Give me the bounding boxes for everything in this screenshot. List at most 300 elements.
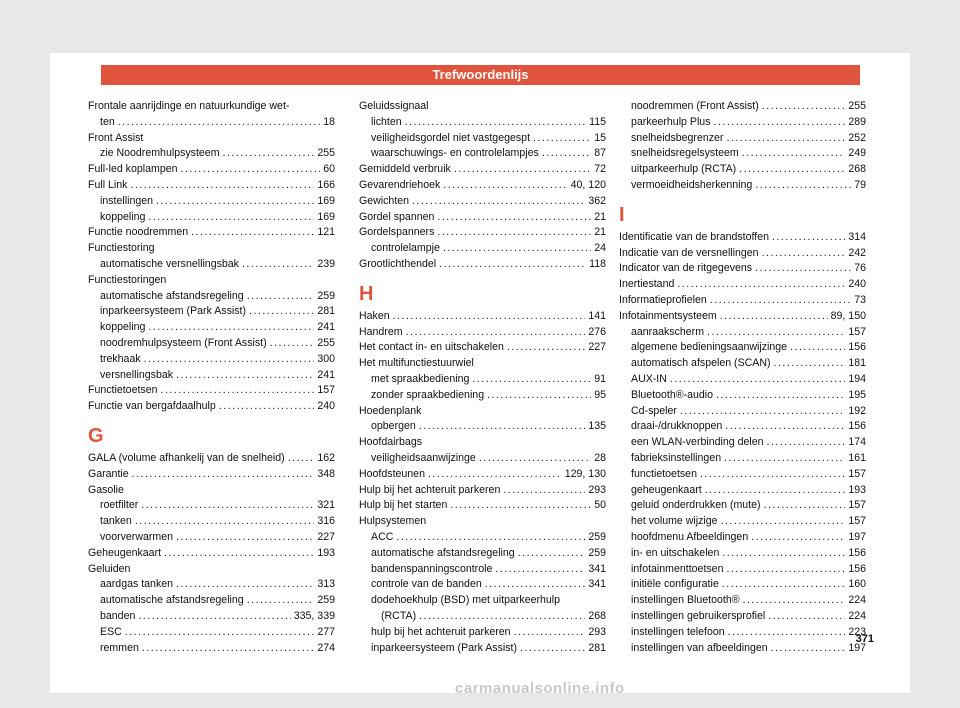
index-entry-page: 242 bbox=[848, 246, 866, 259]
index-entry-label: Het contact in- en uitschakelen bbox=[359, 341, 504, 354]
dot-leader bbox=[176, 368, 314, 384]
dot-leader bbox=[454, 162, 591, 178]
dot-leader bbox=[439, 257, 586, 273]
index-entry-label: ten bbox=[100, 115, 115, 128]
index-entry-page: 223 bbox=[848, 625, 866, 638]
index-heading: Functiestoringen bbox=[88, 273, 167, 286]
index-entry bbox=[619, 178, 866, 194]
index-entry bbox=[619, 131, 866, 147]
dot-leader bbox=[450, 498, 591, 514]
index-entry-page: 313 bbox=[317, 578, 335, 591]
dot-leader bbox=[707, 325, 845, 341]
index-entry-page: 293 bbox=[588, 483, 606, 496]
index-entry-label: automatische afstandsregeling bbox=[100, 594, 244, 607]
index-entry-label: banden bbox=[100, 609, 136, 622]
dot-leader bbox=[485, 577, 586, 593]
index-entry-label: koppeling bbox=[100, 321, 146, 334]
index-entry bbox=[359, 530, 606, 546]
index-entry-page: 194 bbox=[848, 372, 866, 385]
index-entry-label: controle van de banden bbox=[371, 578, 482, 591]
index-entry bbox=[359, 451, 606, 467]
index-heading: Geluidssignaal bbox=[359, 100, 429, 112]
index-entry-label: parkeerhulp Plus bbox=[631, 115, 711, 128]
index-entry bbox=[88, 467, 335, 483]
index-entry-page: 156 bbox=[848, 341, 866, 354]
index-entry-page: 281 bbox=[317, 305, 335, 318]
index-entry-label: Handrem bbox=[359, 325, 403, 338]
index-entry-page: 277 bbox=[317, 625, 335, 638]
index-entry-label: waarschuwings- en controlelampjes bbox=[371, 147, 539, 160]
index-entry-page: 316 bbox=[317, 515, 335, 528]
index-entry-label: Gordelspanners bbox=[359, 226, 435, 239]
index-entry bbox=[359, 340, 606, 356]
dot-leader bbox=[247, 593, 315, 609]
dot-leader bbox=[507, 340, 585, 356]
index-entry bbox=[359, 641, 606, 657]
index-heading: Functiestoring bbox=[88, 242, 155, 255]
index-entry bbox=[619, 467, 866, 483]
index-entry-page: 348 bbox=[317, 467, 335, 480]
dot-leader bbox=[755, 178, 851, 194]
index-entry bbox=[88, 162, 335, 178]
dot-leader bbox=[472, 372, 591, 388]
index-entry-label: fabrieksinstellingen bbox=[631, 451, 722, 464]
index-entry-label: Functietoetsen bbox=[88, 384, 158, 397]
index-entry bbox=[619, 530, 866, 546]
dot-leader bbox=[739, 162, 845, 178]
index-entry-label: Hulp bij het achteruit parkeren bbox=[359, 483, 501, 496]
index-entry-label: met spraakbediening bbox=[371, 372, 470, 385]
index-entry bbox=[359, 388, 606, 404]
index-entry-label: hulp bij het achteruit parkeren bbox=[371, 625, 511, 638]
index-heading: Front Assist bbox=[88, 131, 144, 144]
dot-leader bbox=[242, 257, 314, 273]
index-entry bbox=[619, 325, 866, 341]
index-entry-page: 76 bbox=[854, 262, 866, 275]
index-entry bbox=[88, 225, 335, 241]
index-entry bbox=[359, 562, 606, 578]
index-entry bbox=[88, 383, 335, 399]
index-entry bbox=[359, 194, 606, 210]
index-section-letter: I bbox=[619, 203, 625, 226]
index-entry-label: Indicator van de ritgegevens bbox=[619, 262, 753, 275]
index-entry-page: 259 bbox=[317, 289, 335, 302]
index-entry-label: functietoetsen bbox=[631, 467, 697, 480]
dot-leader bbox=[125, 625, 315, 641]
index-entry-label: in- en uitschakelen bbox=[631, 546, 720, 559]
index-entry-label: veiligheidsgordel niet vastgegespt bbox=[371, 131, 531, 144]
dot-leader bbox=[677, 277, 845, 293]
dot-leader bbox=[755, 261, 851, 277]
index-entry-label: aardgas tanken bbox=[100, 578, 174, 591]
dot-leader bbox=[479, 451, 591, 467]
index-entry-label: automatisch afspelen (SCAN) bbox=[631, 357, 771, 370]
index-entry-page: 224 bbox=[848, 609, 866, 622]
dot-leader bbox=[722, 577, 846, 593]
index-entry bbox=[88, 399, 335, 415]
index-entry bbox=[359, 577, 606, 593]
index-entry-page: 192 bbox=[848, 404, 866, 417]
index-entry-label: Indicatie van de versnellingen bbox=[619, 246, 759, 259]
dot-leader bbox=[144, 352, 315, 368]
index-entry bbox=[619, 115, 866, 131]
dot-leader bbox=[705, 483, 846, 499]
dot-leader bbox=[771, 641, 846, 657]
dot-leader bbox=[443, 178, 567, 194]
index-entry-page: 300 bbox=[317, 352, 335, 365]
index-entry-label: Informatieprofielen bbox=[619, 293, 707, 306]
index-entry-page: 40, 120 bbox=[570, 178, 606, 191]
index-entry-page: 341 bbox=[588, 578, 606, 591]
index-entry-page: 28 bbox=[594, 451, 606, 464]
dot-leader bbox=[503, 483, 585, 499]
dot-leader bbox=[405, 115, 586, 131]
page-title: Trefwoordenlijs bbox=[101, 65, 860, 85]
index-entry bbox=[619, 404, 866, 420]
index-entry bbox=[359, 467, 606, 483]
index-entry-label: inparkeersysteem (Park Assist) bbox=[371, 641, 517, 654]
dot-leader bbox=[176, 577, 314, 593]
index-entry-page: 195 bbox=[848, 388, 866, 401]
index-entry-page: 241 bbox=[317, 368, 335, 381]
dot-leader bbox=[141, 498, 314, 514]
index-entry bbox=[619, 641, 866, 657]
index-entry-page: 161 bbox=[848, 451, 866, 464]
index-entry-page: 321 bbox=[317, 499, 335, 512]
dot-leader bbox=[437, 225, 591, 241]
index-entry-page: 157 bbox=[848, 467, 866, 480]
index-entry-label: Gemiddeld verbruik bbox=[359, 163, 451, 176]
index-entry-label: trekhaak bbox=[100, 352, 141, 365]
index-entry-page: 73 bbox=[854, 293, 866, 306]
index-entry-label: zonder spraakbediening bbox=[371, 388, 485, 401]
index-heading: Frontale aanrijdinge en natuurkundige wet- bbox=[88, 100, 290, 112]
index-entry-label: Haken bbox=[359, 309, 390, 322]
dot-leader bbox=[774, 356, 846, 372]
index-entry bbox=[88, 530, 335, 546]
index-entry bbox=[619, 230, 866, 246]
index-entry bbox=[619, 451, 866, 467]
index-entry-label: Geheugenkaart bbox=[88, 546, 162, 559]
dot-leader bbox=[164, 546, 314, 562]
index-entry bbox=[359, 257, 606, 273]
index-entry bbox=[619, 577, 866, 593]
index-entry bbox=[359, 325, 606, 341]
index-entry-page: 259 bbox=[588, 530, 606, 543]
index-entry-page: 255 bbox=[317, 336, 335, 349]
index-entry bbox=[359, 210, 606, 226]
index-entry bbox=[619, 435, 866, 451]
index-entry-label: versnellingsbak bbox=[100, 368, 174, 381]
index-entry-page: 157 bbox=[317, 384, 335, 397]
dot-leader bbox=[135, 514, 315, 530]
index-entry-label: Cd-speler bbox=[631, 404, 677, 417]
dot-leader bbox=[270, 336, 315, 352]
index-entry-page: 118 bbox=[589, 257, 606, 270]
index-heading: Hulpsystemen bbox=[359, 515, 427, 528]
index-entry-page: 156 bbox=[848, 420, 866, 433]
index-entry-page: 197 bbox=[848, 530, 866, 543]
index-entry bbox=[359, 131, 606, 147]
page-number: 371 bbox=[855, 633, 874, 645]
index-entry-page: 293 bbox=[588, 625, 606, 638]
index-entry bbox=[359, 162, 606, 178]
index-entry bbox=[88, 514, 335, 530]
index-heading: dodehoekhulp (BSD) met uitparkeerhulp bbox=[371, 594, 561, 607]
index-entry-label: Functie noodremmen bbox=[88, 226, 189, 239]
dot-leader bbox=[726, 131, 845, 147]
index-entry-label: hoofdmenu Afbeeldingen bbox=[631, 530, 749, 543]
index-entry-label: koppeling bbox=[100, 210, 146, 223]
index-entry bbox=[88, 146, 335, 162]
dot-leader bbox=[412, 194, 585, 210]
index-entry-label: uitparkeerhulp (RCTA) bbox=[631, 163, 737, 176]
index-entry-page: 240 bbox=[848, 278, 866, 291]
index-entry-label: aanraakscherm bbox=[631, 325, 705, 338]
index-entry-page: 281 bbox=[588, 641, 606, 654]
index-entry-page: 21 bbox=[594, 210, 606, 223]
dot-leader bbox=[419, 609, 585, 625]
index-entry bbox=[619, 498, 866, 514]
dot-leader bbox=[132, 467, 315, 483]
index-entry-label: veiligheidsaanwijzinge bbox=[371, 451, 476, 464]
dot-leader bbox=[181, 162, 321, 178]
dot-leader bbox=[393, 309, 586, 325]
index-entry-label: AUX-IN bbox=[631, 372, 667, 385]
dot-leader bbox=[767, 435, 846, 451]
index-entry bbox=[88, 546, 335, 562]
index-entry-label: algemene bedieningsaanwijzinge bbox=[631, 341, 788, 354]
index-entry-label: Identificatie van de brandstoffen bbox=[619, 230, 769, 243]
dot-leader bbox=[764, 498, 846, 514]
index-entry bbox=[359, 225, 606, 241]
index-entry-label: instellingen telefoon bbox=[631, 625, 725, 638]
index-entry-page: 24 bbox=[594, 242, 606, 255]
index-entry-page: 224 bbox=[848, 594, 866, 607]
index-entry-label: inparkeersysteem (Park Assist) bbox=[100, 305, 246, 318]
index-entry-label: instellingen van afbeeldingen bbox=[631, 641, 768, 654]
index-entry bbox=[88, 368, 335, 384]
index-entry bbox=[88, 178, 335, 194]
index-entry-page: 156 bbox=[848, 546, 866, 559]
index-entry-page: 162 bbox=[317, 451, 335, 464]
index-entry-label: Garantie bbox=[88, 467, 129, 480]
index-entry-page: 289 bbox=[848, 115, 866, 128]
dot-leader bbox=[142, 641, 314, 657]
index-entry-label: draai-/drukknoppen bbox=[631, 420, 723, 433]
index-entry bbox=[619, 372, 866, 388]
dot-leader bbox=[670, 372, 845, 388]
index-section-letter: G bbox=[88, 424, 104, 447]
index-entry bbox=[88, 304, 335, 320]
index-entry-page: 21 bbox=[594, 226, 606, 239]
index-heading: Het multifunctiestuurwiel bbox=[359, 357, 474, 370]
index-entry-page: 240 bbox=[317, 400, 335, 413]
index-entry-page: 169 bbox=[317, 194, 335, 207]
index-entry bbox=[619, 99, 866, 115]
index-entry-label: instellingen Bluetooth® bbox=[631, 594, 740, 607]
index-entry-label: instellingen bbox=[100, 194, 154, 207]
dot-leader bbox=[138, 609, 290, 625]
dot-leader bbox=[118, 115, 320, 131]
index-entry-label: Grootlichthendel bbox=[359, 257, 437, 270]
index-column-3 bbox=[619, 99, 866, 656]
dot-leader bbox=[533, 131, 591, 147]
index-entry bbox=[619, 162, 866, 178]
index-entry bbox=[619, 546, 866, 562]
index-entry-page: 249 bbox=[848, 147, 866, 160]
index-entry bbox=[359, 309, 606, 325]
index-entry-page: 362 bbox=[588, 194, 606, 207]
index-entry bbox=[619, 293, 866, 309]
index-entry bbox=[619, 419, 866, 435]
index-entry-label: (RCTA) bbox=[381, 609, 417, 622]
index-entry-label: controlelampje bbox=[371, 242, 440, 255]
dot-leader bbox=[720, 309, 828, 325]
index-entry-label: Infotainmentsysteem bbox=[619, 309, 717, 322]
index-entry bbox=[619, 340, 866, 356]
index-entry-page: 255 bbox=[848, 100, 866, 112]
index-entry bbox=[359, 419, 606, 435]
dot-leader bbox=[772, 230, 845, 246]
index-entry bbox=[88, 115, 335, 131]
index-entry-page: 60 bbox=[323, 163, 335, 176]
index-entry bbox=[619, 483, 866, 499]
index-entry-label: Gordel spannen bbox=[359, 210, 435, 223]
index-entry-page: 89, 150 bbox=[830, 309, 866, 322]
index-entry bbox=[359, 625, 606, 641]
index-entry-page: 115 bbox=[589, 115, 606, 128]
index-entry-page: 341 bbox=[588, 562, 606, 575]
index-entry-label: automatische afstandsregeling bbox=[100, 289, 244, 302]
watermark-text: carmanualsonline.info bbox=[455, 680, 625, 697]
dot-leader bbox=[176, 530, 314, 546]
index-entry bbox=[619, 388, 866, 404]
index-entry-page: 268 bbox=[588, 609, 606, 622]
index-entry bbox=[88, 336, 335, 352]
dot-leader bbox=[406, 325, 586, 341]
index-entry-label: Functie van bergafdaalhulp bbox=[88, 400, 216, 413]
index-entry-label: voorverwarmen bbox=[100, 530, 174, 543]
dot-leader bbox=[762, 246, 846, 262]
index-entry-page: 72 bbox=[594, 163, 606, 176]
dot-leader bbox=[518, 546, 586, 562]
index-entry bbox=[619, 309, 866, 325]
index-entry bbox=[88, 625, 335, 641]
index-entry-label: Full-led koplampen bbox=[88, 163, 178, 176]
index-section-letter: H bbox=[359, 282, 374, 305]
index-entry-page: 141 bbox=[588, 309, 606, 322]
index-entry-page: 193 bbox=[317, 546, 335, 559]
dot-leader bbox=[247, 289, 315, 305]
index-entry-label: vermoeidheidsherkenning bbox=[631, 178, 753, 191]
index-entry bbox=[88, 451, 335, 467]
dot-leader bbox=[437, 210, 591, 226]
index-entry-label: instellingen gebruikersprofiel bbox=[631, 609, 766, 622]
index-entry bbox=[359, 609, 606, 625]
index-entry bbox=[88, 577, 335, 593]
dot-leader bbox=[130, 178, 314, 194]
index-entry-page: 276 bbox=[588, 325, 606, 338]
index-entry-label: het volume wijzige bbox=[631, 515, 718, 528]
dot-leader bbox=[219, 399, 315, 415]
index-heading: Geluiden bbox=[88, 562, 131, 575]
dot-leader bbox=[148, 210, 314, 226]
index-entry bbox=[88, 210, 335, 226]
index-entry bbox=[359, 115, 606, 131]
index-entry-label: noodremmen (Front Assist) bbox=[631, 100, 759, 112]
index-entry bbox=[88, 609, 335, 625]
dot-leader bbox=[288, 451, 315, 467]
index-entry-label: ESC bbox=[100, 625, 122, 638]
dot-leader bbox=[721, 514, 846, 530]
index-entry bbox=[88, 641, 335, 657]
dot-leader bbox=[223, 146, 315, 162]
index-entry bbox=[359, 241, 606, 257]
index-entry bbox=[88, 289, 335, 305]
dot-leader bbox=[722, 546, 845, 562]
index-entry-page: 241 bbox=[317, 321, 335, 334]
index-heading: Hoedenplank bbox=[359, 404, 422, 417]
index-entry-label: snelheidsbegrenzer bbox=[631, 131, 724, 144]
index-entry-label: automatische afstandsregeling bbox=[371, 546, 515, 559]
dot-leader bbox=[191, 225, 314, 241]
index-entry-page: 79 bbox=[854, 178, 866, 191]
index-entry-label: geluid onderdrukken (mute) bbox=[631, 499, 761, 512]
index-entry-label: lichten bbox=[371, 115, 402, 128]
index-entry-page: 87 bbox=[594, 147, 606, 160]
index-column-1 bbox=[88, 99, 335, 656]
index-entry bbox=[359, 372, 606, 388]
index-heading: Hoofdairbags bbox=[359, 436, 423, 449]
index-entry-page: 197 bbox=[848, 641, 866, 654]
index-entry-label: Hoofdsteunen bbox=[359, 467, 425, 480]
index-entry-page: 227 bbox=[588, 341, 606, 354]
index-entry-page: 166 bbox=[317, 178, 335, 191]
index-entry bbox=[359, 483, 606, 499]
dot-leader bbox=[710, 293, 851, 309]
index-entry bbox=[88, 320, 335, 336]
dot-leader bbox=[700, 467, 845, 483]
dot-leader bbox=[725, 419, 845, 435]
dot-leader bbox=[495, 562, 585, 578]
dot-leader bbox=[743, 593, 846, 609]
index-entry-label: Hulp bij het starten bbox=[359, 499, 448, 512]
dot-leader bbox=[714, 115, 846, 131]
dot-leader bbox=[520, 641, 585, 657]
index-entry bbox=[619, 246, 866, 262]
index-entry bbox=[88, 194, 335, 210]
dot-leader bbox=[396, 530, 585, 546]
index-entry bbox=[88, 498, 335, 514]
index-entry-label: geheugenkaart bbox=[631, 483, 702, 496]
index-entry-label: snelheidsregelsysteem bbox=[631, 147, 739, 160]
dot-leader bbox=[514, 625, 586, 641]
dot-leader bbox=[742, 146, 846, 162]
index-entry-page: 157 bbox=[848, 499, 866, 512]
index-entry-page: 259 bbox=[588, 546, 606, 559]
index-entry-label: zie Noodremhulpsysteem bbox=[100, 147, 220, 160]
index-entry bbox=[619, 609, 866, 625]
index-entry-page: 160 bbox=[848, 578, 866, 591]
index-entry-label: Gevarendriehoek bbox=[359, 178, 441, 191]
index-entry-label: Full Link bbox=[88, 178, 128, 191]
dot-leader bbox=[728, 625, 846, 641]
index-entry-page: 181 bbox=[848, 357, 866, 370]
index-entry-label: remmen bbox=[100, 641, 139, 654]
index-entry bbox=[619, 146, 866, 162]
index-entry bbox=[619, 625, 866, 641]
